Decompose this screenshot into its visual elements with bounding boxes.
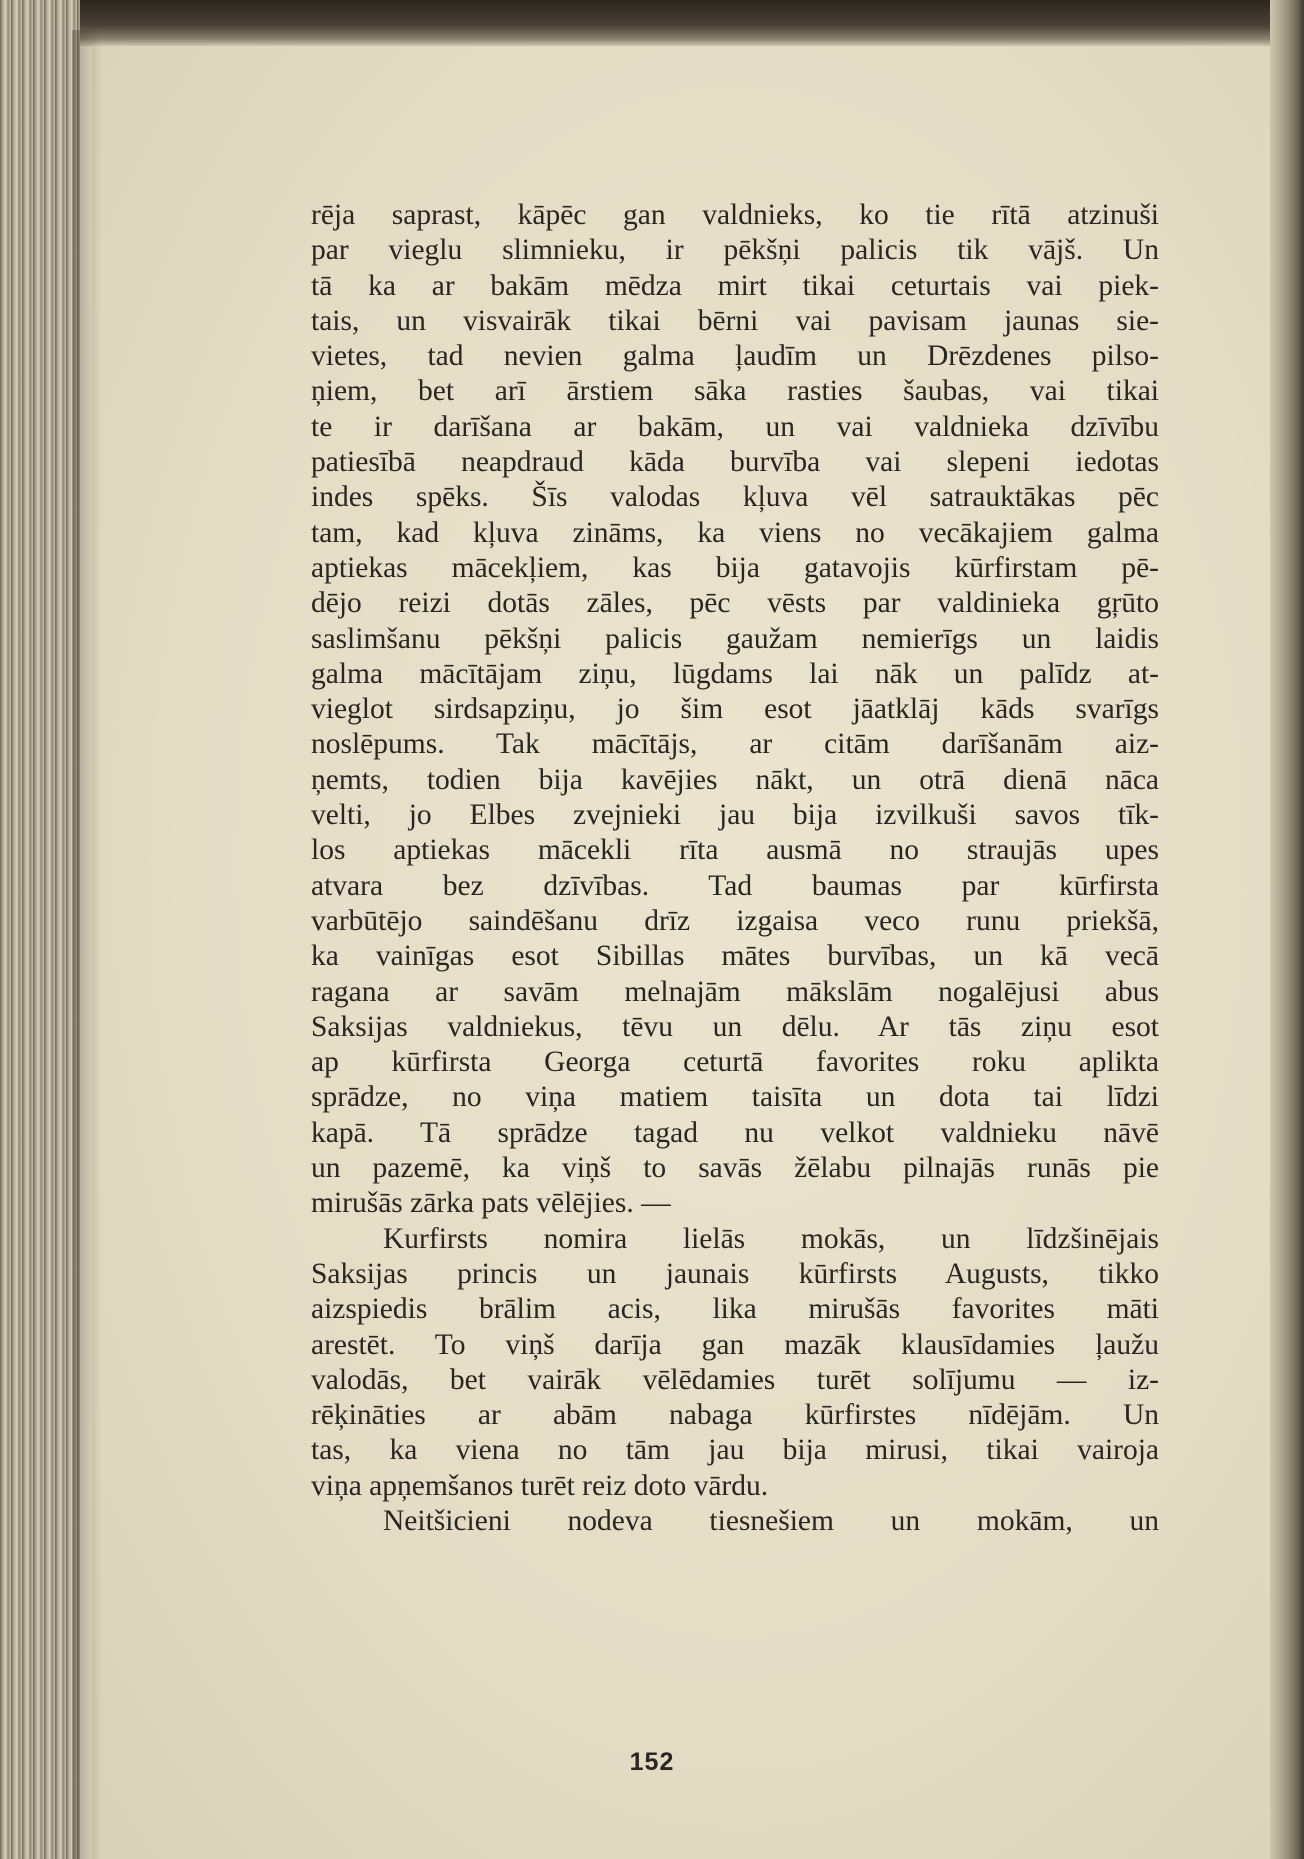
text-line: Saksijas valdniekus, tēvu un dēlu. Ar tās ziņu esot xyxy=(311,1010,1159,1043)
text-line: ka vainīgas esot Sibillas mātes burvības, un kā vecā xyxy=(311,940,1159,973)
text-line: aizspiedis brālim acis, lika mirušās favorites māti xyxy=(311,1293,1159,1326)
gutter-shadow xyxy=(72,30,102,1859)
text-line: indes spēks. Šīs valodas kļuva vēl satrauktākas pēc xyxy=(311,481,1159,514)
text-line: tais, un visvairāk tikai bērni vai pavisam jaunas sie- xyxy=(311,304,1159,337)
text-line: tā ka ar bakām mēdza mirt tikai ceturtais vai piek- xyxy=(311,269,1159,302)
fore-edge xyxy=(1270,0,1304,1859)
text-line: ap kūrfirsta Georga ceturtā favorites roku aplikta xyxy=(311,1046,1159,1079)
text-line: noslēpums. Tak mācītājs, ar citām darīšanām aiz- xyxy=(311,728,1159,761)
paragraph-start-line: Neitšicieni nodeva tiesnešiem un mokām, un xyxy=(383,1504,1159,1537)
text-line: un pazemē, ka viņš to savās žēlabu pilnajās runās pie xyxy=(311,1152,1159,1185)
text-line: galma mācītājam ziņu, lūgdams lai nāk un palīdz at- xyxy=(311,657,1159,690)
page-stack-edges xyxy=(0,0,80,1859)
text-line: atvara bez dzīvības. Tad baumas par kūrfirsta xyxy=(311,869,1159,902)
text-line: arestēt. To viņš darīja gan mazāk klausīdamies ļaužu xyxy=(311,1328,1159,1361)
text-line: sprādze, no viņa matiem taisīta un dota tai līdzi xyxy=(311,1081,1159,1114)
text-line: saslimšanu pēkšņi palicis gaužam nemierīgs un laidis xyxy=(311,622,1159,655)
body-text xyxy=(311,198,1159,1539)
text-line: varbūtējo saindēšanu drīz izgaisa veco runu priekšā, xyxy=(311,904,1159,937)
text-line: mirušās zārka pats vēlējies. — xyxy=(311,1187,671,1220)
text-line: Saksijas princis un jaunais kūrfirsts Augusts, tikko xyxy=(311,1257,1159,1290)
text-line: viņa apņemšanos turēt reiz doto vārdu. xyxy=(311,1469,769,1502)
text-line: rēja saprast, kāpēc gan valdnieks, ko tie rītā atzinuši xyxy=(311,199,1159,231)
text-line: patiesībā neapdraud kāda burvība vai slepeni iedotas xyxy=(311,446,1159,479)
page-number: 152 xyxy=(629,1748,675,1776)
text-line: tam, kad kļuva zināms, ka viens no vecākajiem galma xyxy=(311,516,1159,549)
text-line: ņemts, todien bija kavējies nākt, un otrā dienā nāca xyxy=(311,763,1159,796)
text-line: ragana ar savām melnajām mākslām nogalējusi abus xyxy=(311,975,1159,1008)
text-line: tas, ka viena no tām jau bija mirusi, tikai vairoja xyxy=(311,1434,1159,1467)
text-line: par vieglu slimnieku, ir pēkšņi palicis tik vājš. Un xyxy=(311,234,1159,267)
text-line: dējo reizi dotās zāles, pēc vēsts par valdinieka gŗūto xyxy=(311,587,1159,620)
text-line: kapā. Tā sprādze tagad nu velkot valdnieku nāvē xyxy=(311,1116,1159,1149)
paragraph-start-line: Kurfirsts nomira lielās mokās, un līdzšinējais xyxy=(383,1222,1159,1255)
text-line: los aptiekas mācekli rīta ausmā no straujās upes xyxy=(311,834,1159,867)
text-line: valodās, bet vairāk vēlēdamies turēt solījumu — iz- xyxy=(311,1363,1159,1396)
binding-shadow xyxy=(0,0,1304,46)
text-line: te ir darīšana ar bakām, un vai valdnieka dzīvību xyxy=(311,410,1159,443)
text-line: aptiekas mācekļiem, kas bija gatavojis kūrfirstam pē- xyxy=(311,551,1159,584)
text-line: vieglot sirdsapziņu, jo šim esot jāatklāj kāds svarīgs xyxy=(311,693,1159,726)
text-line: rēķināties ar abām nabaga kūrfirstes nīdējām. Un xyxy=(311,1399,1159,1432)
text-line: velti, jo Elbes zvejnieki jau bija izvilkuši savos tīk- xyxy=(311,799,1159,832)
text-line: ņiem, bet arī ārstiem sāka rasties šaubas, vai tikai xyxy=(311,375,1159,408)
text-line: vietes, tad nevien galma ļaudīm un Drēzdenes pilso- xyxy=(311,340,1159,373)
